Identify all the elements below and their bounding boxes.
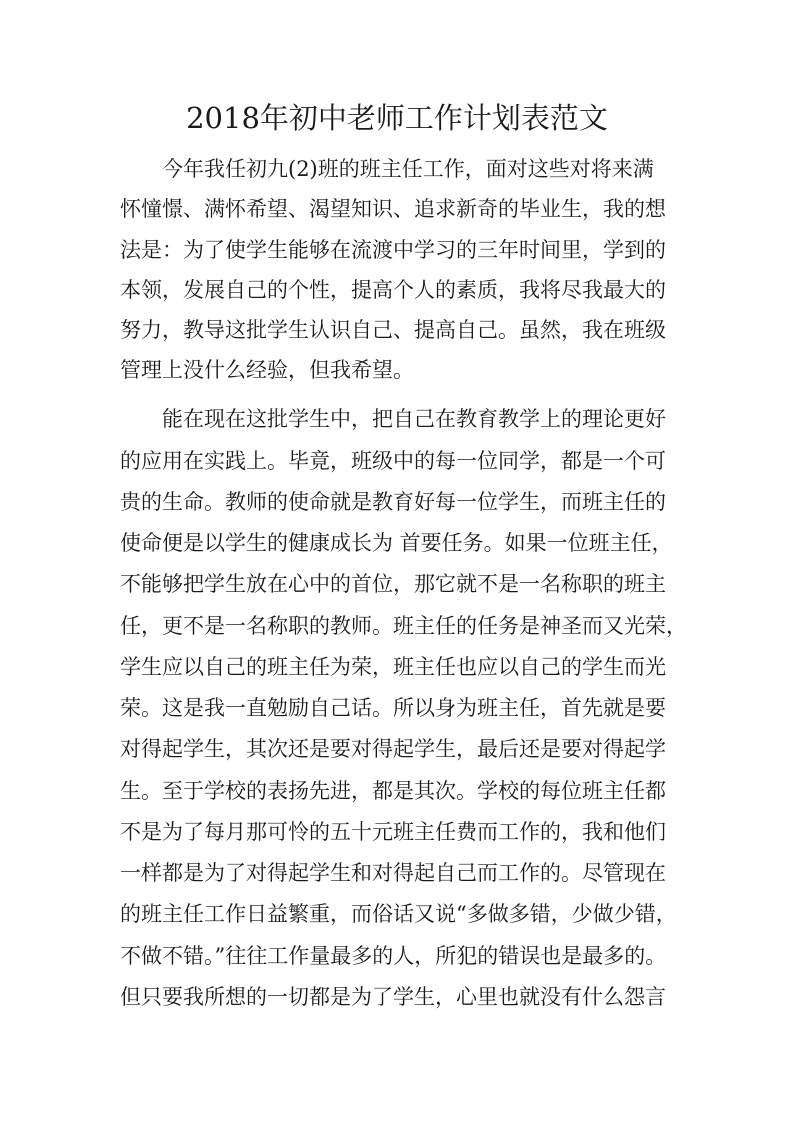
paragraph-2-line-6: 任，更不是一名称职的教师。班主任的任务是神圣而又光荣， [120,614,687,638]
paragraph-1-line-3: 法是：为了使学生能够在流渡中学习的三年时间里，学到的 [120,238,666,262]
paragraph-2-line-9: 对得起学生，其次还是要对得起学生，最后还是要对得起学 [120,737,666,761]
paragraph-2-line-15: 但只要我所想的一切都是为了学生，心里也就没有什么怨言 [120,985,666,1009]
paragraph-2-line-13: 的班主任工作日益繁重，而俗话又说“多做多错，少做少错， [120,902,677,926]
paragraph-2-line-10: 生。至于学校的表扬先进，都是其次。学校的每位班主任都 [120,779,666,803]
paragraph-2-line-7: 学生应以自己的班主任为荣，班主任也应以自己的学生而光 [120,655,666,679]
paragraph-1-line-1: 今年我任初九(2)班的班主任工作，面对这些对将来满 [162,157,654,181]
document-title: 2018年初中老师工作计划表范文 [186,101,608,135]
paragraph-2-line-11: 不是为了每月那可怜的五十元班主任费而工作的，我和他们 [120,820,666,844]
paragraph-1-line-6: 管理上没什么经验，但我希望。 [120,358,414,382]
paragraph-2-line-3: 贵的生命。教师的使命就是教育好每一位学生，而班主任的 [120,490,666,514]
paragraph-1-line-4: 本领，发展自己的个性，提高个人的素质，我将尽我最大的 [120,278,666,302]
paragraph-2-line-5: 不能够把学生放在心中的首位，那它就不是一名称职的班主 [120,572,666,596]
paragraph-2-line-4: 使命便是以学生的健康成长为 首要任务。如果一位班主任， [120,531,673,555]
paragraph-2-line-1: 能在现在这批学生中，把自己在教育教学上的理论更好 [162,407,666,431]
paragraph-1-line-2: 怀憧憬、满怀希望、渴望知识、追求新奇的毕业生，我的想 [120,197,666,221]
paragraph-1-line-5: 努力，教导这批学生认识自己、提高自己。虽然，我在班级 [120,318,666,342]
paragraph-2-line-12: 一样都是为了对得起学生和对得起自己而工作的。尽管现在 [120,861,666,885]
paragraph-2-line-14: 不做不错。”往往工作量最多的人，所犯的错误也是最多的。 [120,944,667,968]
paragraph-2-line-2: 的应用在实践上。毕竟，班级中的每一位同学，都是一个可 [120,449,666,473]
paragraph-2-line-8: 荣。这是我一直勉励自己话。所以身为班主任，首先就是要 [120,696,666,720]
